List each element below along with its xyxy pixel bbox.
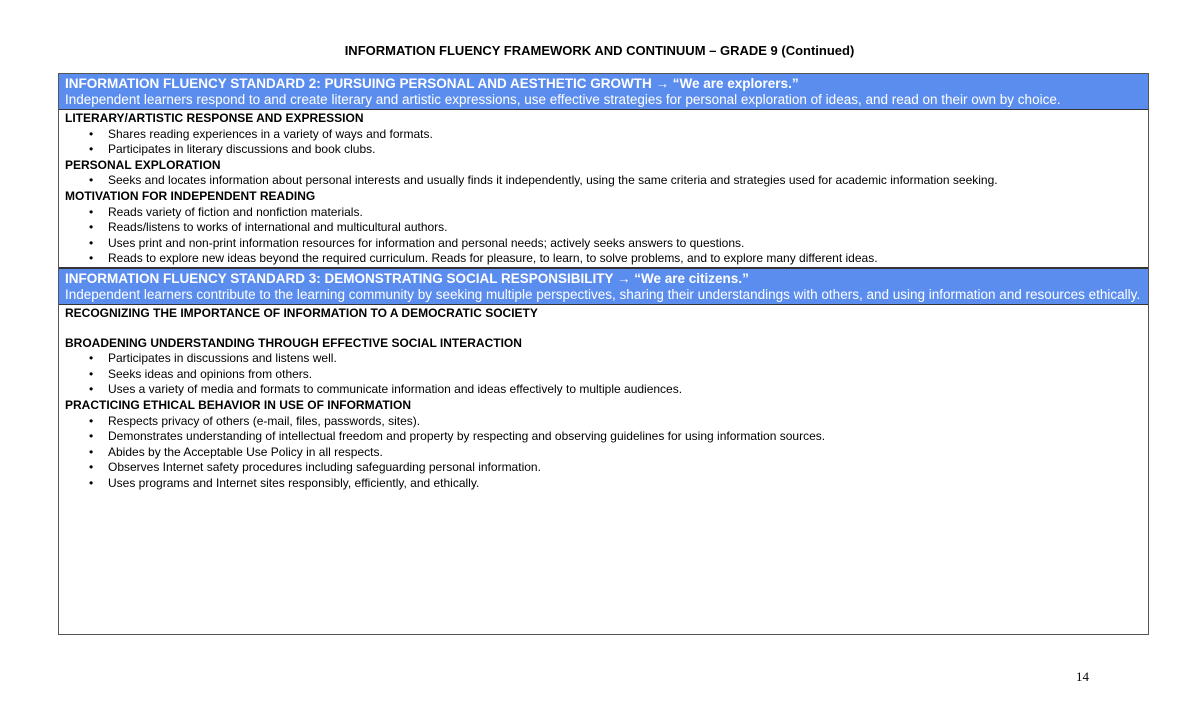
standard-3-description: Independent learners contribute to the learning community by seeking multiple perspectives, sharing their understandings with others, and using information and resources ethically. (65, 286, 1141, 302)
list-item: • Seeks and locates information about personal interests and usually finds it independently, using the same criteria and strategies used for academic information seeking. (108, 173, 1142, 189)
standard-3-title: INFORMATION FLUENCY STANDARD 3: DEMONSTRATING SOCIAL RESPONSIBILITY → “We are citizens.” (65, 270, 749, 286)
personal-exploration-list (65, 173, 1142, 189)
motivation-reading-heading: MOTIVATION FOR INDEPENDENT READING (65, 188, 316, 203)
standard-2-description: Independent learners respond to and create literary and artistic expressions, use effective strategies for personal exploration of ideas, and read on their own by choice. (65, 92, 1061, 107)
list-item: • Seeks ideas and opinions from others. (108, 367, 1142, 383)
democratic-society-heading: RECOGNIZING THE IMPORTANCE OF INFORMATION TO A DEMOCRATIC SOCIETY (65, 305, 538, 320)
list-item: • Reads variety of fiction and nonfiction materials. (108, 205, 1142, 221)
list-item: • Reads/listens to works of international and multicultural authors. (108, 220, 1142, 236)
list-item: • Uses a variety of media and formats to communicate information and ideas effectively to multiple audiences. (108, 382, 1142, 398)
standard-3-body (59, 305, 1148, 492)
standard-2-body (59, 110, 1148, 267)
standard-2-header (59, 74, 1148, 110)
list-item: • Shares reading experiences in a variety of ways and formats. (108, 127, 1142, 143)
list-item: • Uses programs and Internet sites responsibly, efficiently, and ethically. (108, 476, 1142, 492)
list-item: • Abides by the Acceptable Use Policy in all respects. (108, 445, 1142, 461)
list-item: • Demonstrates understanding of intellectual freedom and property by respecting and observing guidelines for using information sources. (108, 429, 1142, 445)
list-item: • Participates in literary discussions and book clubs. (108, 142, 1142, 158)
standards-table (58, 73, 1149, 635)
personal-exploration-heading: PERSONAL EXPLORATION (65, 157, 221, 172)
list-item: • Respects privacy of others (e-mail, files, passwords, sites). (108, 414, 1142, 430)
list-item: • Participates in discussions and listens well. (108, 351, 1142, 367)
motivation-reading-list (65, 205, 1142, 267)
ethical-behavior-list (65, 414, 1142, 492)
page-number: 14 (1076, 669, 1089, 684)
literary-response-heading: LITERARY/ARTISTIC RESPONSE AND EXPRESSION (65, 111, 364, 125)
social-interaction-list (65, 351, 1142, 398)
list-item: • Reads to explore new ideas beyond the required curriculum. Reads for pleasure, to learn, to solve problems, and to explore many different ideas. (108, 251, 1142, 267)
document-title: INFORMATION FLUENCY FRAMEWORK AND CONTINUUM – GRADE 9 (Continued) (344, 43, 855, 58)
ethical-behavior-heading: PRACTICING ETHICAL BEHAVIOR IN USE OF INFORMATION (65, 397, 412, 412)
list-item: • Observes Internet safety procedures including safeguarding personal information. (108, 460, 1142, 476)
list-item: • Uses print and non-print information resources for information and personal needs; actively seeks answers to questions. (108, 236, 1142, 252)
standard-2-title: INFORMATION FLUENCY STANDARD 2: PURSUING PERSONAL AND AESTHETIC GROWTH → “We are explorers.” (65, 76, 799, 91)
standard-3-header (59, 267, 1148, 305)
social-interaction-heading: BROADENING UNDERSTANDING THROUGH EFFECTIVE SOCIAL INTERACTION (65, 335, 522, 350)
literary-response-list (65, 127, 1142, 158)
